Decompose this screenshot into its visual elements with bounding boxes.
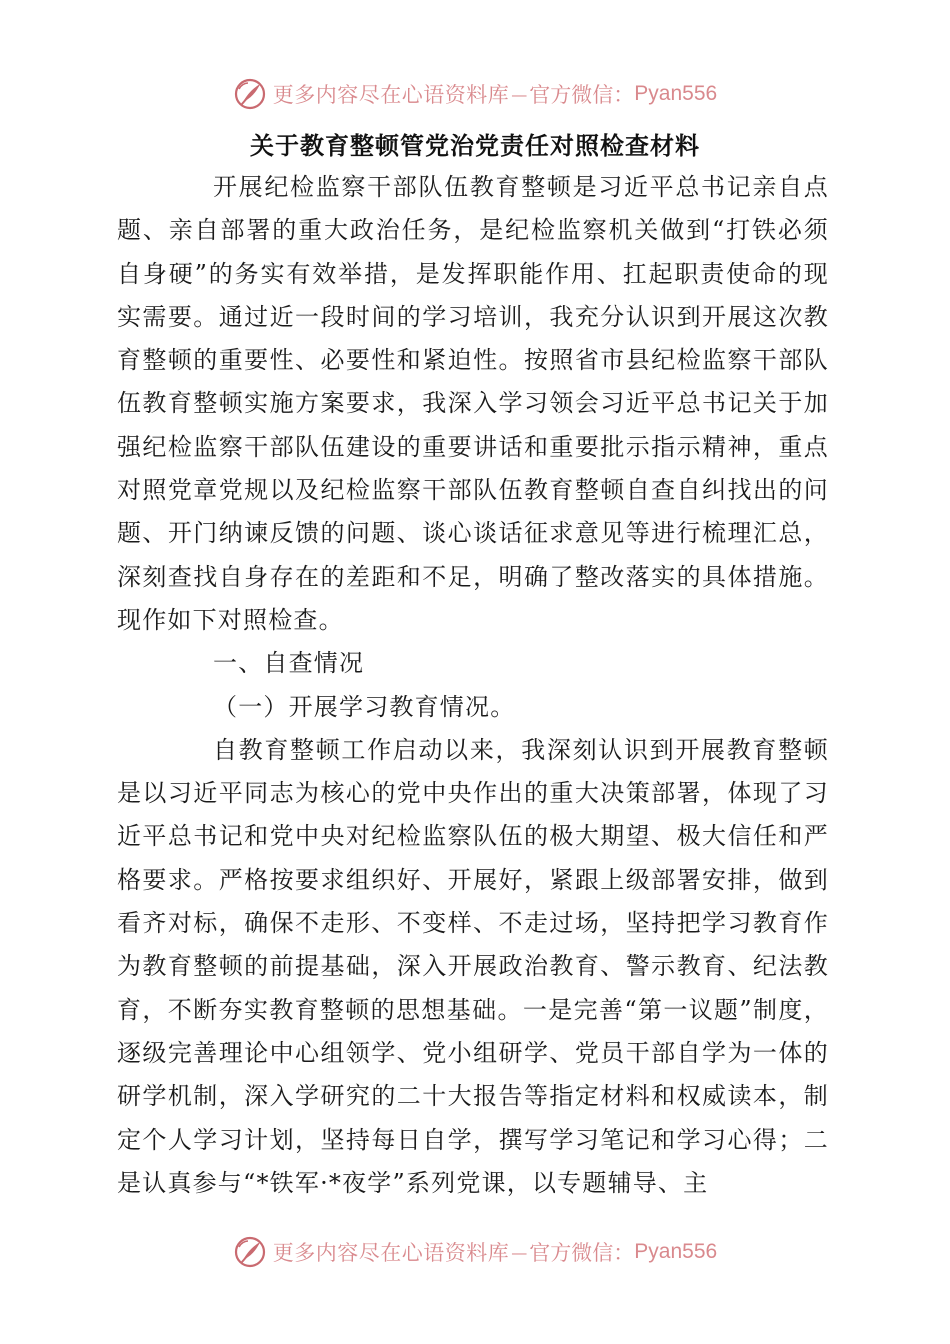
watermark-sub-label: 官方微信： [529,1241,635,1265]
watermark-separator: — [511,1242,528,1262]
watermark-wechat-id: Pyan556 [634,1240,718,1263]
watermark-banner-bottom [0,1232,950,1272]
watermark-banner-top [0,74,950,114]
document-title: 关于教育整顿管党治党责任对照检查材料 [250,132,700,160]
intro-paragraph: 开展纪检监察干部队伍教育整顿是习近平总书记亲自点题、亲自部署的重大政治任务，是纪检监察机关做到“打铁必须自身硬”的务实有效举措，是发挥职能作用、扛起职责使命的现实需要。通过近一段时间的学习培训，我充分认识到开展这次教育整顿的重要性、必要性和紧迫性。按照省市县纪检监察干部队伍教育整顿实施方案要求，我深入学习领会习近平总书记关于加强纪检监察干部队伍建设的重要讲话和重要批示指示精神，重点对照党章党规以及纪检监察干部队伍教育整顿自查自纠找出的问题、开门纳谏反馈的问题、谈心谈话征求意见等进行梳理汇总，深刻查找自身存在的差距和不足，明确了整改落实的具体措施。现作如下对照检查。 [117,173,829,634]
watermark-main-text: 更多内容尽在心语资料库 [272,83,510,107]
feather-quill-logo-icon [233,1235,267,1269]
watermark-wechat-id: Pyan556 [634,82,718,105]
watermark-sub-label: 官方微信： [529,83,635,107]
watermark-separator: — [511,84,528,104]
subsection-heading: （一）开展学习教育情况。 [213,692,516,721]
document-body [117,166,829,1205]
feather-quill-logo-icon [233,77,267,111]
section-heading: 一、自查情况 [213,649,365,678]
study-paragraph: 自教育整顿工作启动以来，我深刻认识到开展教育整顿是以习近平同志为核心的党中央作出的重大决策部署，体现了习近平总书记和党中央对纪检监察队伍的极大期望、极大信任和严格要求。严格按要求组织好、开展好，紧跟上级部署安排，做到看齐对标，确保不走形、不变样、不走过场，坚持把学习教育作为教育整顿的前提基础，深入开展政治教育、警示教育、纪法教育，不断夯实教育整顿的思想基础。一是完善“第一议题”制度，逐级完善理论中心组领学、党小组研学、党员干部自学为一体的研学机制，深入学研究的二十大报告等指定材料和权威读本，制定个人学习计划，坚持每日自学，撰写学习笔记和学习心得；二是认真参与“*铁军·*夜学”系列党课，以专题辅导、主 [117,735,829,1197]
watermark-main-text: 更多内容尽在心语资料库 [272,1241,510,1265]
